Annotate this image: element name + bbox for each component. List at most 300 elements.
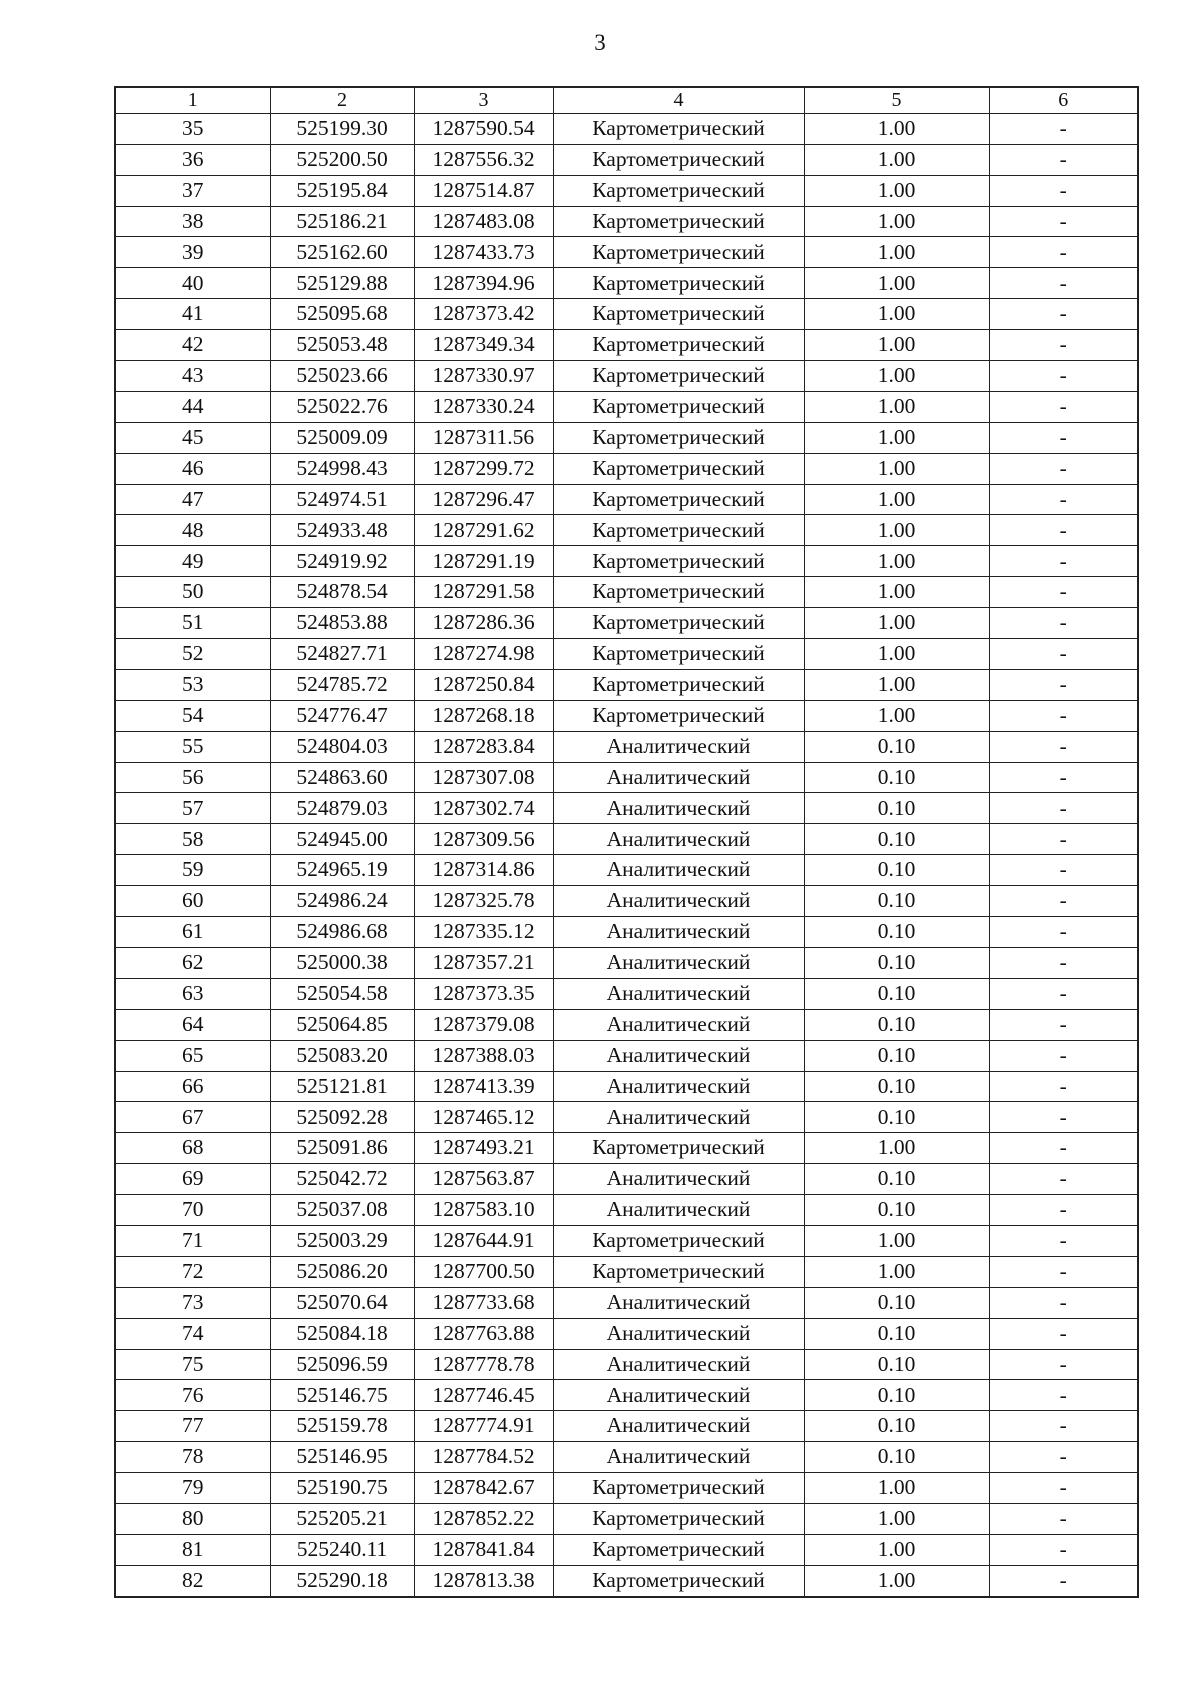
note-cell: - xyxy=(989,113,1138,144)
y-coordinate-cell: 1287483.08 xyxy=(414,206,553,237)
note-cell: - xyxy=(989,515,1138,546)
accuracy-cell: 1.00 xyxy=(804,639,989,670)
note-cell: - xyxy=(989,1318,1138,1349)
y-coordinate-cell: 1287291.62 xyxy=(414,515,553,546)
method-cell: Картометрический xyxy=(553,1534,804,1565)
method-cell: Аналитический xyxy=(553,731,804,762)
point-number-cell: 66 xyxy=(115,1071,270,1102)
accuracy-cell: 1.00 xyxy=(804,1565,989,1596)
x-coordinate-cell: 525146.95 xyxy=(270,1442,414,1473)
accuracy-cell: 1.00 xyxy=(804,577,989,608)
accuracy-cell: 0.10 xyxy=(804,1040,989,1071)
table-row xyxy=(115,577,1138,608)
point-number-cell: 67 xyxy=(115,1102,270,1133)
point-number-cell: 63 xyxy=(115,978,270,1009)
note-cell: - xyxy=(989,1102,1138,1133)
accuracy-cell: 0.10 xyxy=(804,947,989,978)
accuracy-cell: 1.00 xyxy=(804,1256,989,1287)
accuracy-cell: 1.00 xyxy=(804,515,989,546)
accuracy-cell: 1.00 xyxy=(804,1473,989,1504)
note-cell: - xyxy=(989,1349,1138,1380)
y-coordinate-cell: 1287357.21 xyxy=(414,947,553,978)
x-coordinate-cell: 525195.84 xyxy=(270,175,414,206)
point-number-cell: 74 xyxy=(115,1318,270,1349)
y-coordinate-cell: 1287465.12 xyxy=(414,1102,553,1133)
y-coordinate-cell: 1287556.32 xyxy=(414,144,553,175)
point-number-cell: 36 xyxy=(115,144,270,175)
x-coordinate-cell: 525146.75 xyxy=(270,1380,414,1411)
note-cell: - xyxy=(989,175,1138,206)
y-coordinate-cell: 1287746.45 xyxy=(414,1380,553,1411)
note-cell: - xyxy=(989,1411,1138,1442)
note-cell: - xyxy=(989,886,1138,917)
accuracy-cell: 1.00 xyxy=(804,1534,989,1565)
point-number-cell: 78 xyxy=(115,1442,270,1473)
accuracy-cell: 1.00 xyxy=(804,113,989,144)
point-number-cell: 58 xyxy=(115,824,270,855)
accuracy-cell: 1.00 xyxy=(804,608,989,639)
note-cell: - xyxy=(989,206,1138,237)
x-coordinate-cell: 525186.21 xyxy=(270,206,414,237)
method-cell: Аналитический xyxy=(553,1287,804,1318)
x-coordinate-cell: 524804.03 xyxy=(270,731,414,762)
method-cell: Аналитический xyxy=(553,1102,804,1133)
table-row xyxy=(115,1349,1138,1380)
point-number-cell: 64 xyxy=(115,1009,270,1040)
method-cell: Картометрический xyxy=(553,1503,804,1534)
method-cell: Картометрический xyxy=(553,422,804,453)
y-coordinate-cell: 1287379.08 xyxy=(414,1009,553,1040)
x-coordinate-cell: 525162.60 xyxy=(270,237,414,268)
point-number-cell: 40 xyxy=(115,268,270,299)
x-coordinate-cell: 525240.11 xyxy=(270,1534,414,1565)
y-coordinate-cell: 1287778.78 xyxy=(414,1349,553,1380)
note-cell: - xyxy=(989,391,1138,422)
point-number-cell: 72 xyxy=(115,1256,270,1287)
table-row xyxy=(115,453,1138,484)
table-row xyxy=(115,1565,1138,1596)
method-cell: Аналитический xyxy=(553,917,804,948)
point-number-cell: 82 xyxy=(115,1565,270,1596)
accuracy-cell: 1.00 xyxy=(804,391,989,422)
note-cell: - xyxy=(989,608,1138,639)
accuracy-cell: 0.10 xyxy=(804,1442,989,1473)
note-cell: - xyxy=(989,793,1138,824)
table-row xyxy=(115,1195,1138,1226)
point-number-cell: 59 xyxy=(115,855,270,886)
point-number-cell: 52 xyxy=(115,639,270,670)
table-row xyxy=(115,1071,1138,1102)
accuracy-cell: 0.10 xyxy=(804,1195,989,1226)
y-coordinate-cell: 1287644.91 xyxy=(414,1225,553,1256)
method-cell: Аналитический xyxy=(553,1040,804,1071)
method-cell: Картометрический xyxy=(553,391,804,422)
table-row xyxy=(115,1287,1138,1318)
point-number-cell: 65 xyxy=(115,1040,270,1071)
y-coordinate-cell: 1287784.52 xyxy=(414,1442,553,1473)
accuracy-cell: 0.10 xyxy=(804,978,989,1009)
table-row xyxy=(115,484,1138,515)
point-number-cell: 43 xyxy=(115,361,270,392)
method-cell: Аналитический xyxy=(553,1071,804,1102)
method-cell: Картометрический xyxy=(553,515,804,546)
point-number-cell: 51 xyxy=(115,608,270,639)
y-coordinate-cell: 1287563.87 xyxy=(414,1164,553,1195)
page-number: 3 xyxy=(594,30,606,55)
y-coordinate-cell: 1287307.08 xyxy=(414,762,553,793)
note-cell: - xyxy=(989,978,1138,1009)
point-number-cell: 73 xyxy=(115,1287,270,1318)
y-coordinate-cell: 1287852.22 xyxy=(414,1503,553,1534)
method-cell: Аналитический xyxy=(553,762,804,793)
note-cell: - xyxy=(989,1164,1138,1195)
note-cell: - xyxy=(989,1195,1138,1226)
table-row xyxy=(115,1225,1138,1256)
table-row xyxy=(115,237,1138,268)
x-coordinate-cell: 525092.28 xyxy=(270,1102,414,1133)
method-cell: Аналитический xyxy=(553,1411,804,1442)
y-coordinate-cell: 1287330.97 xyxy=(414,361,553,392)
note-cell: - xyxy=(989,1442,1138,1473)
accuracy-cell: 0.10 xyxy=(804,1380,989,1411)
point-number-cell: 68 xyxy=(115,1133,270,1164)
point-number-cell: 47 xyxy=(115,484,270,515)
x-coordinate-cell: 525091.86 xyxy=(270,1133,414,1164)
method-cell: Картометрический xyxy=(553,1225,804,1256)
accuracy-cell: 1.00 xyxy=(804,206,989,237)
method-cell: Картометрический xyxy=(553,484,804,515)
method-cell: Картометрический xyxy=(553,237,804,268)
x-coordinate-cell: 525129.88 xyxy=(270,268,414,299)
table-row xyxy=(115,669,1138,700)
x-coordinate-cell: 525054.58 xyxy=(270,978,414,1009)
table-body xyxy=(115,113,1138,1596)
method-cell: Картометрический xyxy=(553,700,804,731)
point-number-cell: 44 xyxy=(115,391,270,422)
point-number-cell: 79 xyxy=(115,1473,270,1504)
y-coordinate-cell: 1287373.42 xyxy=(414,299,553,330)
x-coordinate-cell: 525200.50 xyxy=(270,144,414,175)
y-coordinate-cell: 1287330.24 xyxy=(414,391,553,422)
accuracy-cell: 0.10 xyxy=(804,762,989,793)
y-coordinate-cell: 1287302.74 xyxy=(414,793,553,824)
table-row xyxy=(115,175,1138,206)
table-row xyxy=(115,608,1138,639)
accuracy-cell: 1.00 xyxy=(804,1133,989,1164)
accuracy-cell: 1.00 xyxy=(804,144,989,175)
table-row xyxy=(115,1534,1138,1565)
accuracy-cell: 0.10 xyxy=(804,1102,989,1133)
accuracy-cell: 1.00 xyxy=(804,700,989,731)
table-row xyxy=(115,268,1138,299)
x-coordinate-cell: 524785.72 xyxy=(270,669,414,700)
y-coordinate-cell: 1287309.56 xyxy=(414,824,553,855)
note-cell: - xyxy=(989,824,1138,855)
note-cell: - xyxy=(989,855,1138,886)
y-coordinate-cell: 1287250.84 xyxy=(414,669,553,700)
method-cell: Аналитический xyxy=(553,1164,804,1195)
point-number-cell: 38 xyxy=(115,206,270,237)
note-cell: - xyxy=(989,1565,1138,1596)
x-coordinate-cell: 524776.47 xyxy=(270,700,414,731)
note-cell: - xyxy=(989,1040,1138,1071)
table-row xyxy=(115,113,1138,144)
method-cell: Картометрический xyxy=(553,268,804,299)
x-coordinate-cell: 525096.59 xyxy=(270,1349,414,1380)
note-cell: - xyxy=(989,453,1138,484)
method-cell: Картометрический xyxy=(553,1256,804,1287)
point-number-cell: 62 xyxy=(115,947,270,978)
method-cell: Картометрический xyxy=(553,1133,804,1164)
table-row xyxy=(115,886,1138,917)
y-coordinate-cell: 1287493.21 xyxy=(414,1133,553,1164)
method-cell: Картометрический xyxy=(553,1473,804,1504)
x-coordinate-cell: 524878.54 xyxy=(270,577,414,608)
note-cell: - xyxy=(989,1133,1138,1164)
table-row xyxy=(115,144,1138,175)
accuracy-cell: 0.10 xyxy=(804,1411,989,1442)
point-number-cell: 80 xyxy=(115,1503,270,1534)
accuracy-cell: 0.10 xyxy=(804,917,989,948)
y-coordinate-cell: 1287291.19 xyxy=(414,546,553,577)
note-cell: - xyxy=(989,144,1138,175)
method-cell: Аналитический xyxy=(553,1442,804,1473)
y-coordinate-cell: 1287842.67 xyxy=(414,1473,553,1504)
x-coordinate-cell: 525003.29 xyxy=(270,1225,414,1256)
x-coordinate-cell: 524827.71 xyxy=(270,639,414,670)
note-cell: - xyxy=(989,1380,1138,1411)
point-number-cell: 53 xyxy=(115,669,270,700)
method-cell: Картометрический xyxy=(553,361,804,392)
method-cell: Картометрический xyxy=(553,144,804,175)
column-header: 6 xyxy=(989,87,1138,113)
table-row xyxy=(115,917,1138,948)
table-row xyxy=(115,1473,1138,1504)
point-number-cell: 60 xyxy=(115,886,270,917)
x-coordinate-cell: 525009.09 xyxy=(270,422,414,453)
method-cell: Картометрический xyxy=(553,175,804,206)
y-coordinate-cell: 1287373.35 xyxy=(414,978,553,1009)
accuracy-cell: 1.00 xyxy=(804,484,989,515)
method-cell: Аналитический xyxy=(553,855,804,886)
x-coordinate-cell: 524863.60 xyxy=(270,762,414,793)
accuracy-cell: 1.00 xyxy=(804,361,989,392)
table-row xyxy=(115,793,1138,824)
point-number-cell: 49 xyxy=(115,546,270,577)
x-coordinate-cell: 524879.03 xyxy=(270,793,414,824)
accuracy-cell: 0.10 xyxy=(804,1349,989,1380)
x-coordinate-cell: 525159.78 xyxy=(270,1411,414,1442)
note-cell: - xyxy=(989,731,1138,762)
x-coordinate-cell: 525064.85 xyxy=(270,1009,414,1040)
table-row xyxy=(115,1411,1138,1442)
method-cell: Картометрический xyxy=(553,669,804,700)
point-number-cell: 37 xyxy=(115,175,270,206)
y-coordinate-cell: 1287296.47 xyxy=(414,484,553,515)
x-coordinate-cell: 525022.76 xyxy=(270,391,414,422)
y-coordinate-cell: 1287394.96 xyxy=(414,268,553,299)
table-row xyxy=(115,391,1138,422)
y-coordinate-cell: 1287813.38 xyxy=(414,1565,553,1596)
method-cell: Картометрический xyxy=(553,206,804,237)
table-row xyxy=(115,330,1138,361)
table-row xyxy=(115,639,1138,670)
y-coordinate-cell: 1287314.86 xyxy=(414,855,553,886)
y-coordinate-cell: 1287274.98 xyxy=(414,639,553,670)
x-coordinate-cell: 525290.18 xyxy=(270,1565,414,1596)
x-coordinate-cell: 525053.48 xyxy=(270,330,414,361)
note-cell: - xyxy=(989,917,1138,948)
accuracy-cell: 1.00 xyxy=(804,299,989,330)
accuracy-cell: 0.10 xyxy=(804,1164,989,1195)
table-row xyxy=(115,1380,1138,1411)
x-coordinate-cell: 524965.19 xyxy=(270,855,414,886)
method-cell: Аналитический xyxy=(553,1009,804,1040)
table-row xyxy=(115,1442,1138,1473)
table-row xyxy=(115,1009,1138,1040)
method-cell: Картометрический xyxy=(553,453,804,484)
table-header-row xyxy=(115,87,1138,113)
note-cell: - xyxy=(989,422,1138,453)
point-number-cell: 71 xyxy=(115,1225,270,1256)
x-coordinate-cell: 524986.68 xyxy=(270,917,414,948)
table-row xyxy=(115,1503,1138,1534)
method-cell: Картометрический xyxy=(553,546,804,577)
point-number-cell: 46 xyxy=(115,453,270,484)
x-coordinate-cell: 525042.72 xyxy=(270,1164,414,1195)
accuracy-cell: 1.00 xyxy=(804,546,989,577)
accuracy-cell: 1.00 xyxy=(804,1503,989,1534)
accuracy-cell: 1.00 xyxy=(804,669,989,700)
point-number-cell: 35 xyxy=(115,113,270,144)
note-cell: - xyxy=(989,361,1138,392)
method-cell: Картометрический xyxy=(553,113,804,144)
accuracy-cell: 0.10 xyxy=(804,1287,989,1318)
x-coordinate-cell: 524986.24 xyxy=(270,886,414,917)
accuracy-cell: 0.10 xyxy=(804,886,989,917)
point-number-cell: 55 xyxy=(115,731,270,762)
point-number-cell: 54 xyxy=(115,700,270,731)
y-coordinate-cell: 1287325.78 xyxy=(414,886,553,917)
table-row xyxy=(115,1164,1138,1195)
y-coordinate-cell: 1287514.87 xyxy=(414,175,553,206)
point-number-cell: 75 xyxy=(115,1349,270,1380)
x-coordinate-cell: 525086.20 xyxy=(270,1256,414,1287)
x-coordinate-cell: 525070.64 xyxy=(270,1287,414,1318)
method-cell: Аналитический xyxy=(553,793,804,824)
note-cell: - xyxy=(989,1534,1138,1565)
note-cell: - xyxy=(989,947,1138,978)
method-cell: Аналитический xyxy=(553,824,804,855)
column-header: 4 xyxy=(553,87,804,113)
note-cell: - xyxy=(989,1287,1138,1318)
note-cell: - xyxy=(989,1503,1138,1534)
table-row xyxy=(115,1102,1138,1133)
column-header: 1 xyxy=(115,87,270,113)
note-cell: - xyxy=(989,1009,1138,1040)
table-row xyxy=(115,1133,1138,1164)
point-number-cell: 77 xyxy=(115,1411,270,1442)
note-cell: - xyxy=(989,237,1138,268)
x-coordinate-cell: 525205.21 xyxy=(270,1503,414,1534)
y-coordinate-cell: 1287774.91 xyxy=(414,1411,553,1442)
column-header: 2 xyxy=(270,87,414,113)
method-cell: Картометрический xyxy=(553,577,804,608)
table-row xyxy=(115,1040,1138,1071)
note-cell: - xyxy=(989,762,1138,793)
table-row xyxy=(115,1256,1138,1287)
note-cell: - xyxy=(989,639,1138,670)
table-row xyxy=(115,422,1138,453)
x-coordinate-cell: 525095.68 xyxy=(270,299,414,330)
accuracy-cell: 0.10 xyxy=(804,1009,989,1040)
table-row xyxy=(115,1318,1138,1349)
x-coordinate-cell: 524933.48 xyxy=(270,515,414,546)
accuracy-cell: 0.10 xyxy=(804,793,989,824)
x-coordinate-cell: 525190.75 xyxy=(270,1473,414,1504)
method-cell: Аналитический xyxy=(553,1195,804,1226)
point-number-cell: 76 xyxy=(115,1380,270,1411)
x-coordinate-cell: 525023.66 xyxy=(270,361,414,392)
accuracy-cell: 1.00 xyxy=(804,268,989,299)
method-cell: Аналитический xyxy=(553,978,804,1009)
y-coordinate-cell: 1287733.68 xyxy=(414,1287,553,1318)
method-cell: Картометрический xyxy=(553,330,804,361)
table-row xyxy=(115,762,1138,793)
y-coordinate-cell: 1287763.88 xyxy=(414,1318,553,1349)
y-coordinate-cell: 1287388.03 xyxy=(414,1040,553,1071)
table-row xyxy=(115,978,1138,1009)
y-coordinate-cell: 1287311.56 xyxy=(414,422,553,453)
column-header: 3 xyxy=(414,87,553,113)
point-number-cell: 56 xyxy=(115,762,270,793)
x-coordinate-cell: 524919.92 xyxy=(270,546,414,577)
table-row xyxy=(115,947,1138,978)
note-cell: - xyxy=(989,577,1138,608)
point-number-cell: 48 xyxy=(115,515,270,546)
y-coordinate-cell: 1287583.10 xyxy=(414,1195,553,1226)
note-cell: - xyxy=(989,1071,1138,1102)
note-cell: - xyxy=(989,268,1138,299)
table-row xyxy=(115,546,1138,577)
accuracy-cell: 0.10 xyxy=(804,855,989,886)
note-cell: - xyxy=(989,330,1138,361)
point-number-cell: 39 xyxy=(115,237,270,268)
method-cell: Картометрический xyxy=(553,1565,804,1596)
x-coordinate-cell: 525199.30 xyxy=(270,113,414,144)
note-cell: - xyxy=(989,669,1138,700)
note-cell: - xyxy=(989,1225,1138,1256)
note-cell: - xyxy=(989,546,1138,577)
x-coordinate-cell: 524853.88 xyxy=(270,608,414,639)
x-coordinate-cell: 525037.08 xyxy=(270,1195,414,1226)
y-coordinate-cell: 1287291.58 xyxy=(414,577,553,608)
x-coordinate-cell: 525000.38 xyxy=(270,947,414,978)
method-cell: Картометрический xyxy=(553,299,804,330)
accuracy-cell: 0.10 xyxy=(804,1071,989,1102)
accuracy-cell: 0.10 xyxy=(804,731,989,762)
x-coordinate-cell: 524998.43 xyxy=(270,453,414,484)
note-cell: - xyxy=(989,484,1138,515)
note-cell: - xyxy=(989,299,1138,330)
method-cell: Картометрический xyxy=(553,639,804,670)
y-coordinate-cell: 1287349.34 xyxy=(414,330,553,361)
method-cell: Аналитический xyxy=(553,1380,804,1411)
x-coordinate-cell: 524974.51 xyxy=(270,484,414,515)
accuracy-cell: 1.00 xyxy=(804,330,989,361)
table-row xyxy=(115,299,1138,330)
point-number-cell: 70 xyxy=(115,1195,270,1226)
